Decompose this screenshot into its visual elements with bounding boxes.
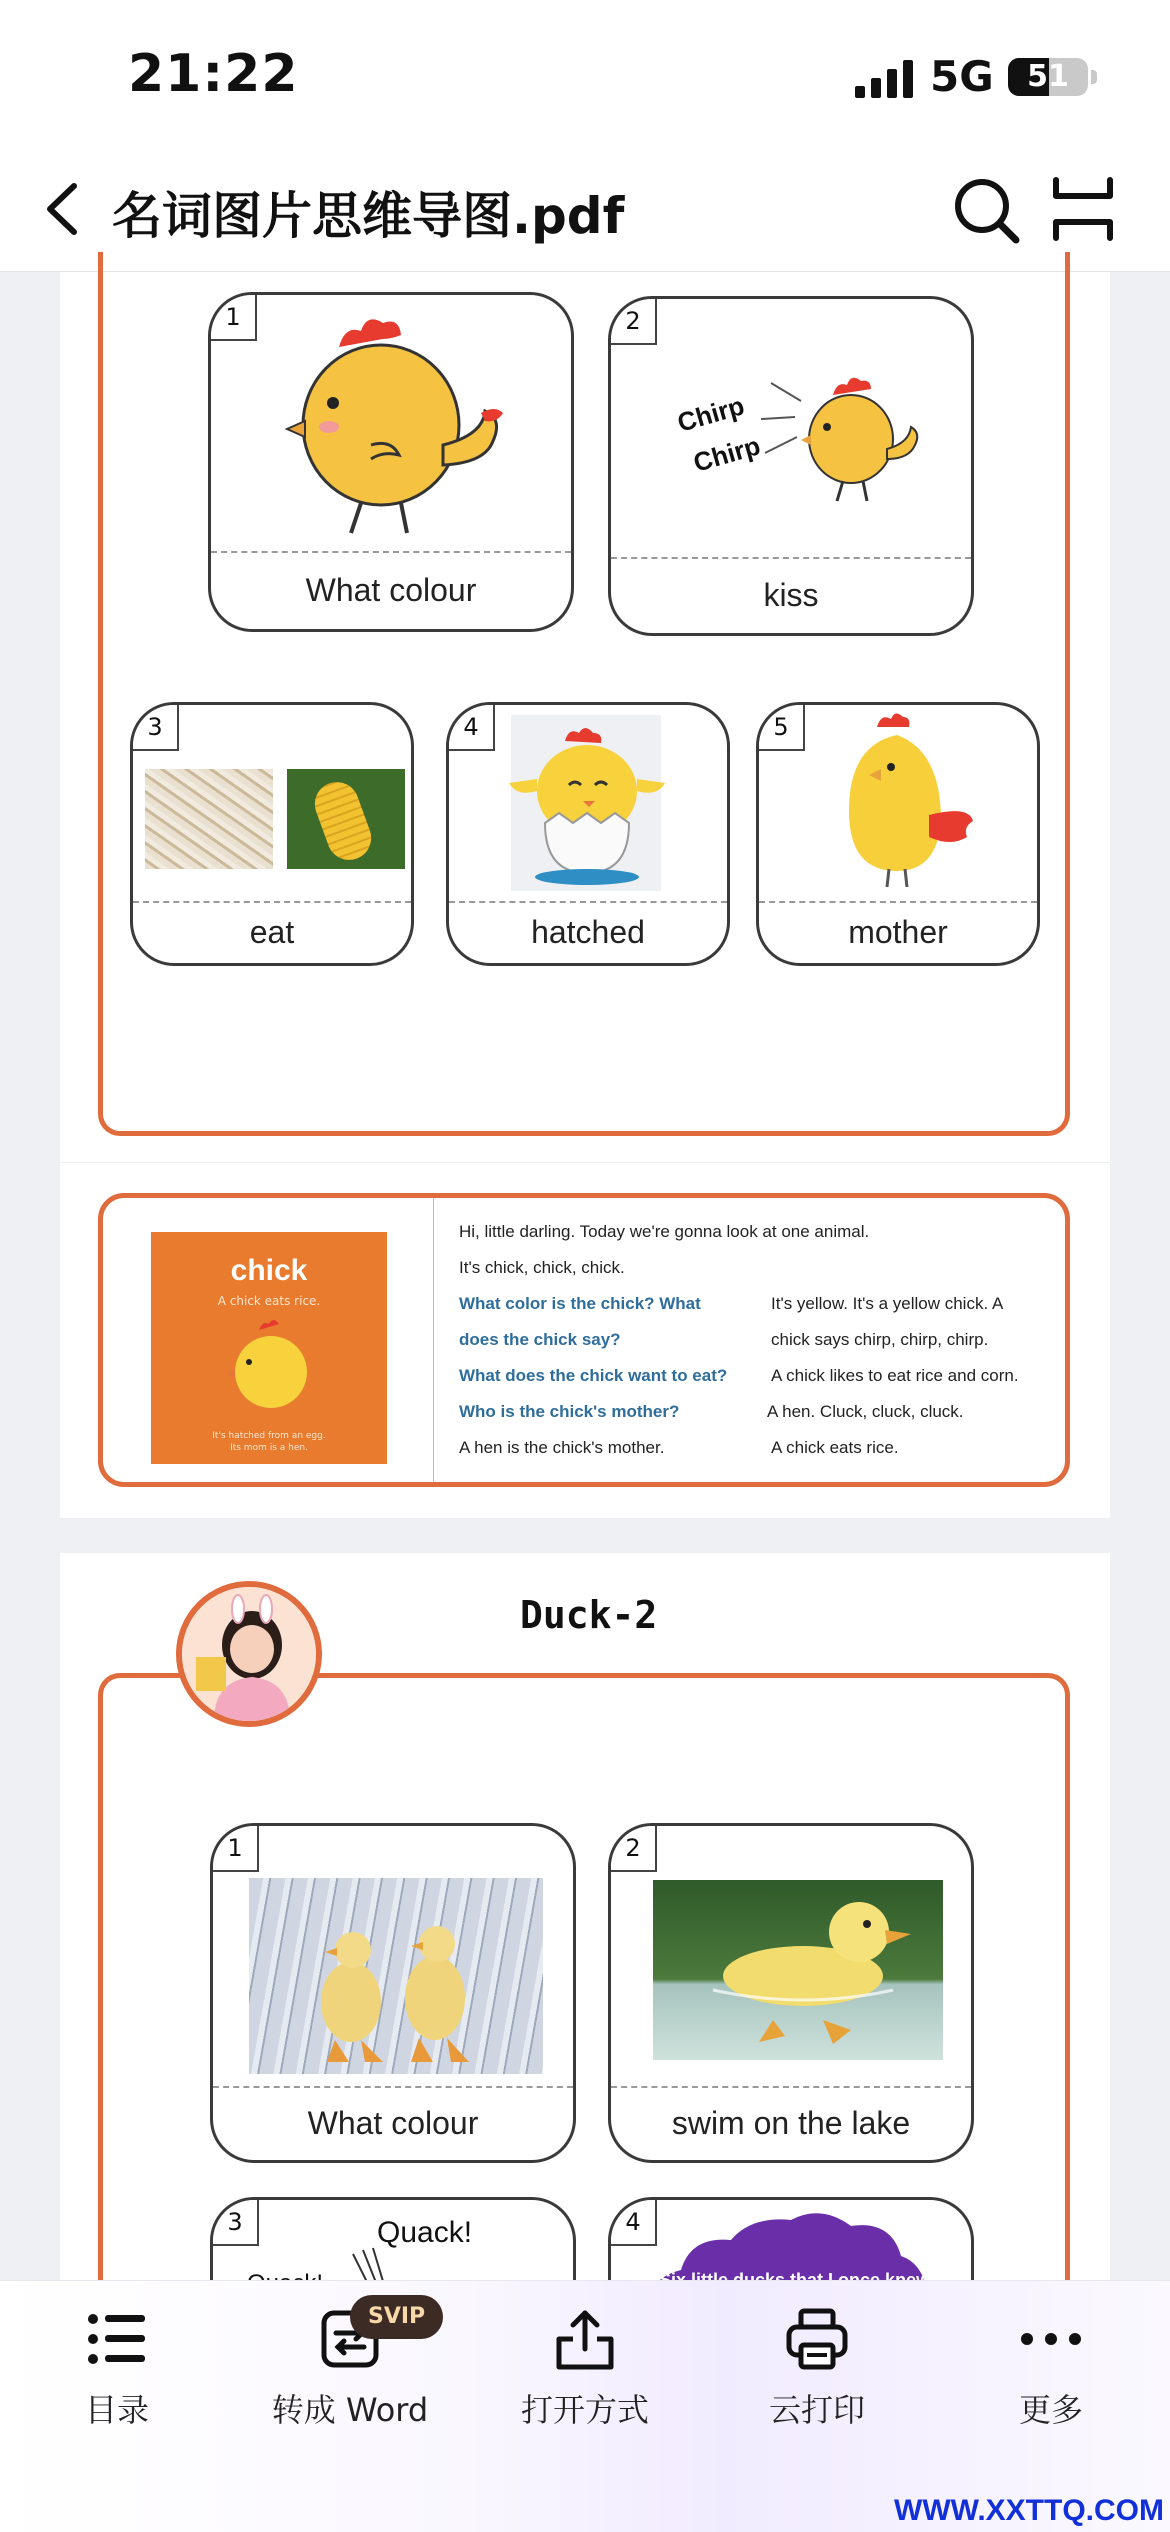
card-number: 2 — [611, 1826, 657, 1872]
card-caption: What colour — [213, 2086, 573, 2160]
toolbar-contents-button[interactable] — [22, 2307, 212, 2457]
toolbar-label: 云打印 — [768, 2391, 865, 2429]
intro-line-1: Hi, little darling. Today we're gonna look at one animal. — [459, 1222, 870, 1241]
question-2: What does the chick want to eat? — [459, 1366, 728, 1385]
question-1b: does the chick say? — [459, 1330, 621, 1349]
cover-footer — [151, 1430, 387, 1454]
answer-2: A chick likes to eat rice and corn. — [771, 1366, 1019, 1385]
card-eat — [130, 702, 414, 966]
answer-3: A hen. Cluck, cluck, cluck. — [767, 1402, 964, 1421]
story-panel — [98, 1193, 1070, 1487]
chick-illustration — [211, 295, 574, 555]
battery-level: 51 — [1027, 59, 1069, 94]
card-number: 4 — [449, 705, 495, 751]
teacher-avatar — [176, 1581, 322, 1727]
toolbar-label: 转成 Word — [271, 2391, 429, 2429]
battery-icon — [1008, 58, 1088, 96]
card-caption: swim on the lake — [611, 2086, 971, 2160]
share-icon — [553, 2307, 617, 2371]
card-hatched — [446, 702, 730, 966]
chirping-chick-illustration — [611, 299, 974, 559]
answer-1a: It's yellow. It's a yellow chick. A — [771, 1294, 1004, 1313]
rice-photo — [145, 769, 273, 869]
watermark: WWW.XXTTQ.COM — [894, 2494, 1164, 2527]
cover-title: chick — [230, 1254, 308, 1287]
back-icon[interactable] — [34, 174, 94, 244]
toolbar-open-with-button[interactable] — [490, 2307, 680, 2457]
chick-book-cover — [151, 1232, 387, 1464]
closing-line-1: A hen is the chick's mother. — [459, 1438, 665, 1457]
panel-divider — [433, 1198, 434, 1482]
status-bar — [0, 0, 1170, 150]
card-number: 1 — [213, 1826, 259, 1872]
list-icon — [85, 2307, 149, 2371]
card-number: 5 — [759, 705, 805, 751]
intro-line-2: It's chick, chick, chick. — [459, 1258, 625, 1277]
toolbar-cloud-print-button[interactable] — [722, 2307, 912, 2457]
duck-page-title: Duck-2 — [520, 1593, 658, 1637]
card-number: 3 — [213, 2200, 259, 2246]
question-3: Who is the chick's mother? — [459, 1402, 680, 1421]
card-swim-on-the-lake — [608, 1823, 974, 2163]
toolbar-label: 目录 — [84, 2391, 149, 2429]
pdf-page-text — [60, 1163, 1110, 1518]
card-caption: eat — [133, 901, 411, 963]
card-caption: kiss — [611, 557, 971, 633]
card-number: 2 — [611, 299, 657, 345]
toolbar-more-button[interactable] — [956, 2307, 1146, 2457]
network-type: 5G — [930, 52, 994, 101]
question-1a: What color is the chick? What — [459, 1294, 701, 1313]
cover-footer-line-1: It's hatched from an egg. — [212, 1431, 326, 1441]
swimming-duckling-photo — [653, 1880, 943, 2060]
toolbar-label: 打开方式 — [520, 2391, 649, 2429]
signal-icon — [855, 60, 915, 98]
cover-subtitle: A chick eats rice. — [217, 1294, 321, 1308]
card-caption: hatched — [449, 901, 727, 963]
card-caption: mother — [759, 901, 1037, 963]
chirp-text-2: Chirp — [690, 430, 764, 478]
battery-cap — [1091, 70, 1097, 84]
card-number: 1 — [211, 295, 257, 341]
search-icon[interactable] — [952, 176, 1020, 244]
printer-icon — [785, 2307, 849, 2371]
card-mother — [756, 702, 1040, 966]
svip-badge: SVIP — [350, 2295, 443, 2339]
answer-1b: chick says chirp, chirp, chirp. — [771, 1330, 989, 1349]
status-time: 21:22 — [128, 44, 299, 104]
card-number: 4 — [611, 2200, 657, 2246]
cover-chick-icon — [151, 1310, 387, 1430]
pdf-page-chick — [60, 272, 1110, 1162]
toolbar-label: 更多 — [1018, 2391, 1083, 2429]
card-number: 3 — [133, 705, 179, 751]
chirp-text-1: Chirp — [674, 390, 748, 438]
closing-line-2: A chick eats rice. — [771, 1438, 899, 1457]
card-caption: What colour — [211, 551, 571, 629]
ducklings-photo — [249, 1878, 543, 2074]
expand-icon[interactable] — [1050, 174, 1116, 244]
pdf-page-duck — [60, 1553, 1110, 2293]
corn-photo — [287, 769, 405, 869]
cover-footer-line-2: Its mom is a hen. — [230, 1443, 308, 1453]
card-kiss — [608, 296, 974, 636]
card-what-colour — [208, 292, 574, 632]
bottom-toolbar — [0, 2280, 1170, 2532]
more-icon — [1019, 2307, 1083, 2371]
card-what-colour — [210, 1823, 576, 2163]
quack-bubble-1: Quack! — [377, 2216, 473, 2249]
document-title: 名词图片思维导图.pdf — [112, 187, 625, 245]
